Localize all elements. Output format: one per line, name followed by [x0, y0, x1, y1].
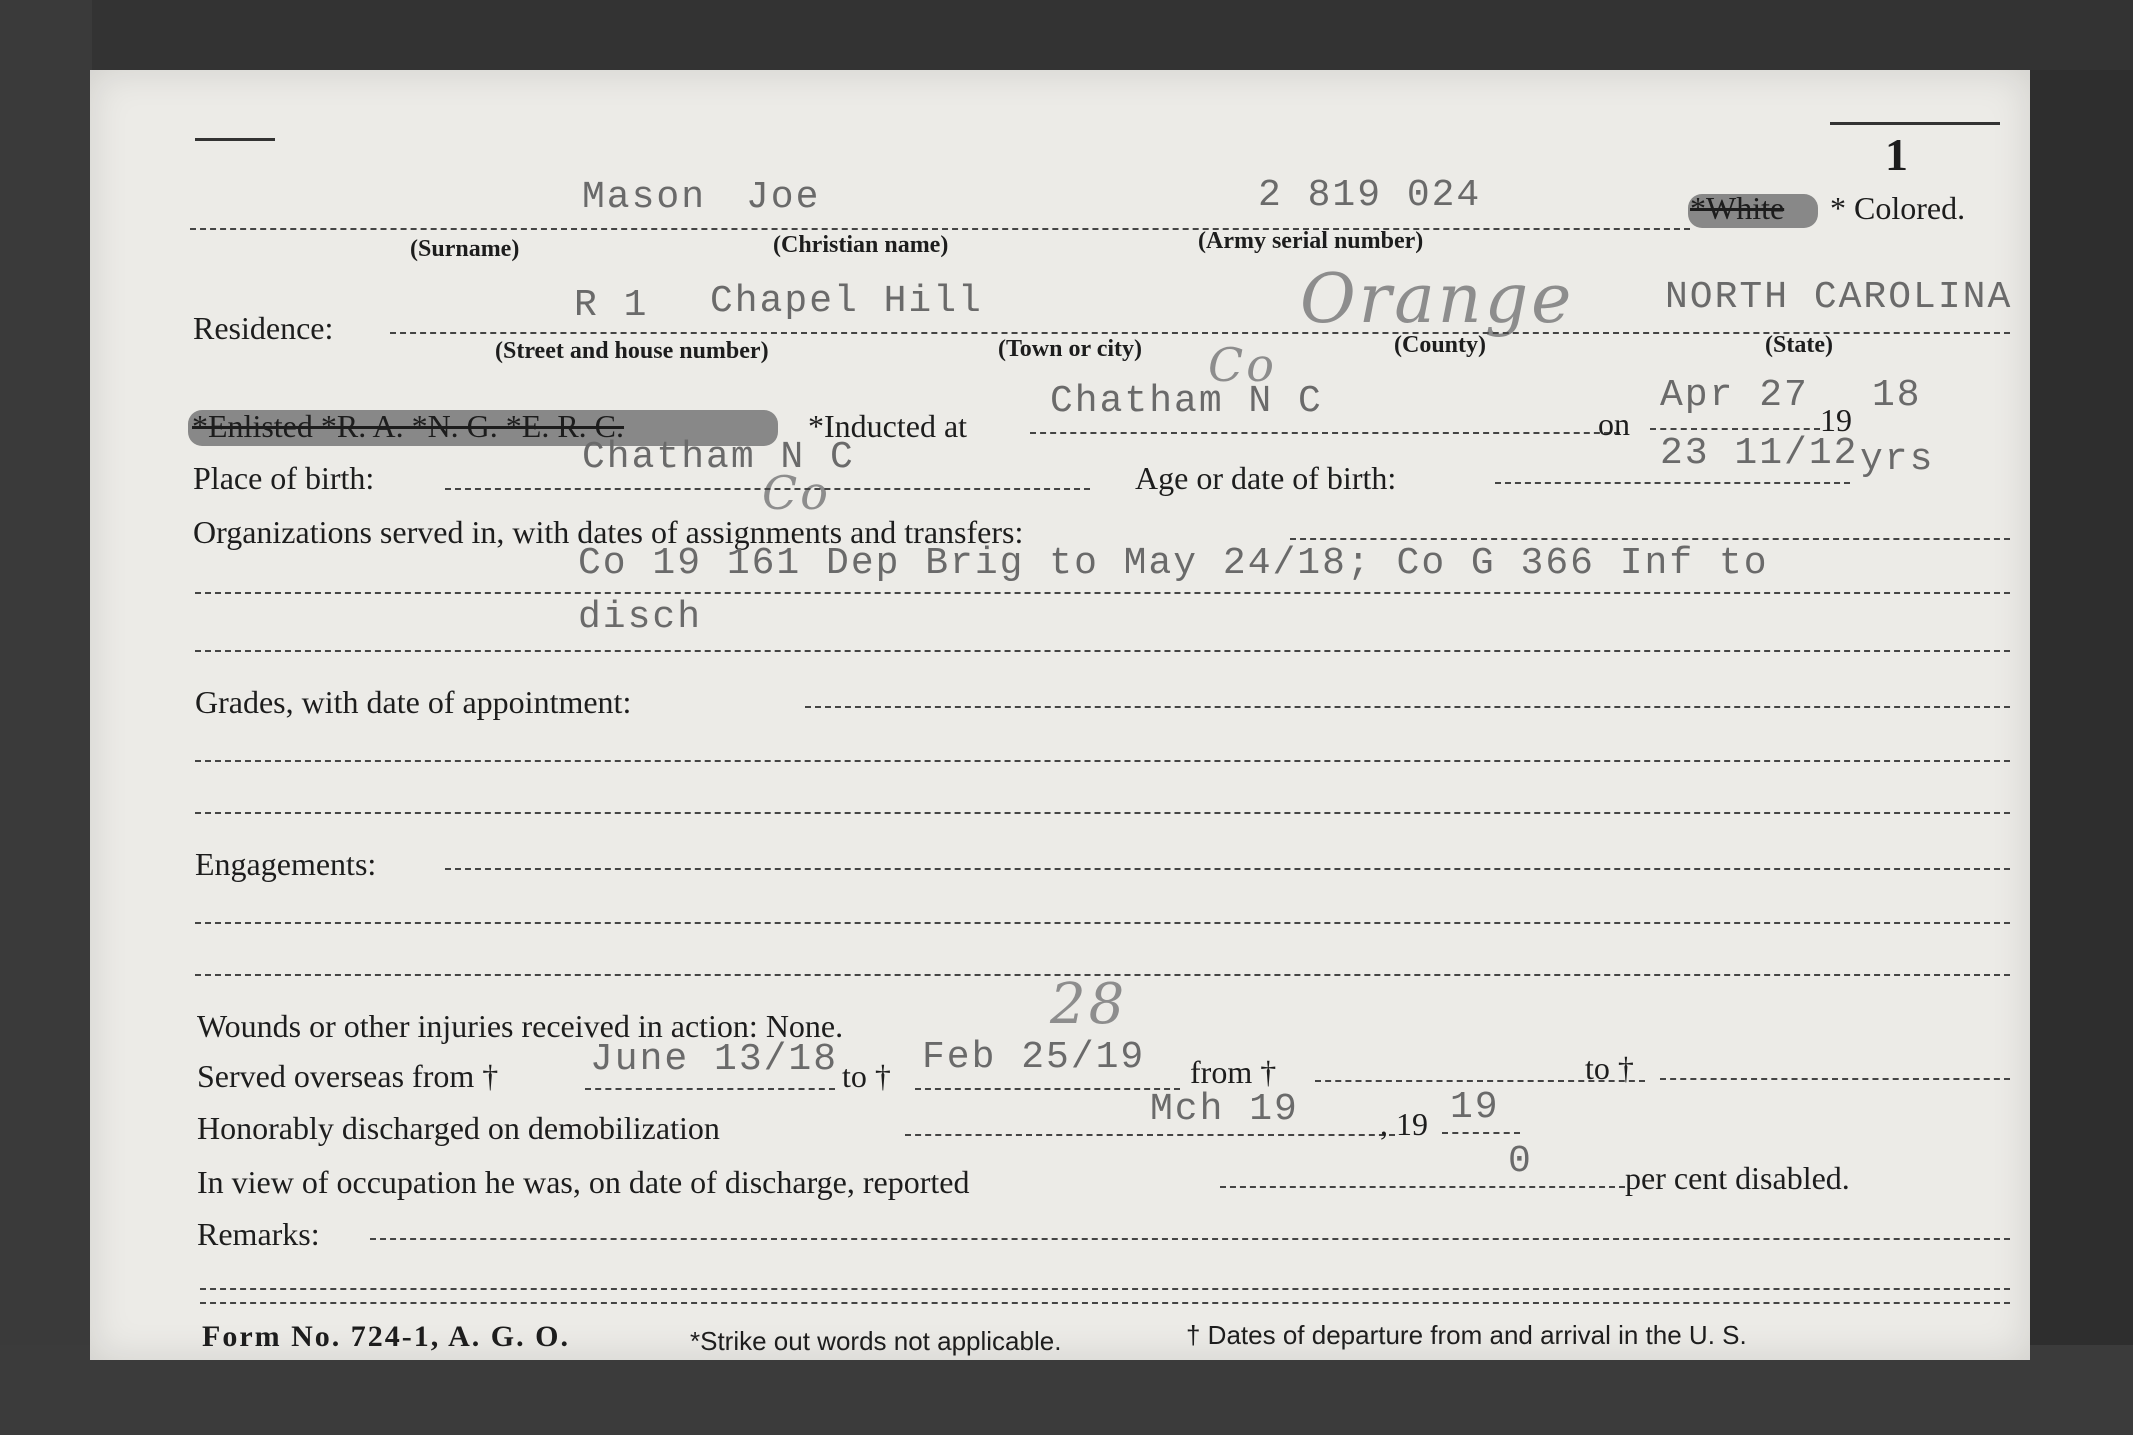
form-number: Form No. 724-1, A. G. O.	[202, 1320, 570, 1353]
grades-line-2	[195, 812, 2010, 814]
strike-note: *Strike out words not applicable.	[690, 1326, 1062, 1356]
disability-label: In view of occupation he was, on date of discharge, reported	[197, 1164, 970, 1200]
name-line	[190, 228, 1690, 230]
age-value: 23 11/12	[1660, 432, 1859, 475]
organizations-label: Organizations served in, with dates of assignments and transfers:	[193, 514, 1024, 550]
scan-left-border	[0, 0, 92, 1435]
inducted-line	[1030, 432, 1620, 434]
overseas-from-line	[585, 1088, 835, 1090]
caption-state: (State)	[1765, 332, 1833, 358]
grades-line-1	[195, 760, 2010, 762]
age-line	[1495, 482, 1850, 484]
inducted-co-handwritten: Co	[1208, 338, 1277, 392]
place-of-birth-value: Chatham N C	[582, 436, 855, 479]
town-value: Chapel Hill	[710, 280, 983, 323]
caption-county: (County)	[1394, 332, 1487, 358]
age-label: Age or date of birth:	[1135, 460, 1397, 496]
discharge-year-prefix: , 19	[1380, 1106, 1428, 1142]
race-colored-label: * Colored.	[1830, 190, 1966, 226]
induction-year-prefix: 19	[1820, 402, 1852, 438]
residence-label: Residence:	[193, 310, 334, 346]
surname-value: Mason	[582, 176, 707, 219]
engagements-line-1	[195, 922, 2010, 924]
caption-street: (Street and house number)	[495, 338, 769, 364]
overseas-to-label: to †	[842, 1058, 891, 1094]
remarks-line-1	[200, 1288, 2010, 1290]
race-white-label: *White	[1690, 190, 1785, 226]
state-value: NORTH CAROLINA	[1665, 276, 2013, 319]
inducted-at-value: Chatham N C	[1050, 380, 1323, 423]
birth-co-handwritten: Co	[762, 466, 831, 520]
overseas-from-value: June 13/18	[590, 1038, 839, 1081]
engagements-line-0	[445, 868, 2010, 870]
dates-note: † Dates of departure from and arrival in the U. S.	[1186, 1320, 1747, 1350]
organizations-line1-value: Co 19 161 Dep Brig to May 24/18; Co G 366 Inf to	[578, 542, 1769, 585]
induction-date-value: Apr 27	[1660, 374, 1809, 417]
grades-line-0	[805, 706, 2010, 708]
remarks-line-2	[200, 1302, 2010, 1304]
organizations-line-2	[195, 650, 2010, 652]
caption-serial: (Army serial number)	[1198, 228, 1424, 254]
induction-date-line	[1650, 428, 1820, 430]
organizations-line-0	[1290, 538, 2010, 540]
caption-christian: (Christian name)	[773, 232, 949, 258]
overseas-from-label: Served overseas from †	[197, 1058, 499, 1094]
overseas-to2-label: to †	[1585, 1050, 1634, 1086]
enlisted-label: *Enlisted *R. A. *N. G. *E. R. C.	[192, 408, 625, 444]
county-value: Orange	[1300, 260, 1575, 339]
organizations-line-1	[195, 592, 2010, 594]
grades-label: Grades, with date of appointment:	[195, 684, 632, 720]
place-of-birth-label: Place of birth:	[193, 460, 375, 496]
disability-value: 0	[1508, 1140, 1533, 1183]
top-right-rule	[1830, 122, 2000, 125]
overseas-from2-label: from †	[1190, 1054, 1277, 1090]
discharge-date-value: Mch 19	[1150, 1088, 1299, 1131]
service-record-card	[90, 70, 2030, 1360]
card-number: 1	[1885, 129, 1908, 180]
discharge-label: Honorably discharged on demobilization	[197, 1110, 720, 1146]
on-label: on	[1598, 406, 1630, 442]
serial-number-value: 2 819 024	[1258, 174, 1482, 217]
induction-year-value: 18	[1872, 374, 1922, 417]
overseas-to2-line	[1660, 1078, 2010, 1080]
organizations-line2-value: disch	[578, 596, 703, 639]
wounds-label: Wounds or other injuries received in action: None.	[197, 1008, 844, 1044]
engagements-label: Engagements:	[195, 846, 377, 882]
place-of-birth-line	[445, 488, 1090, 490]
inducted-at-label: *Inducted at	[808, 408, 968, 444]
disability-suffix: per cent disabled.	[1625, 1160, 1850, 1196]
overseas-to-line	[915, 1088, 1180, 1090]
caption-surname: (Surname)	[410, 236, 520, 262]
scan-top-border	[0, 0, 2133, 70]
caption-town: (Town or city)	[998, 336, 1142, 362]
wounds-handwritten: 28	[1050, 972, 1128, 1037]
discharge-year-line	[1442, 1132, 1520, 1134]
top-left-rule	[195, 138, 275, 141]
discharge-year-value: 19	[1450, 1086, 1500, 1129]
street-value: R 1	[574, 284, 649, 327]
discharge-line	[905, 1134, 1395, 1136]
remarks-line-0	[370, 1238, 2010, 1240]
age-suffix: yrs	[1860, 438, 1935, 481]
overseas-to-value: Feb 25/19	[922, 1036, 1146, 1079]
christian-name-value: Joe	[746, 176, 821, 219]
remarks-label: Remarks:	[197, 1216, 320, 1252]
disability-line	[1220, 1186, 1625, 1188]
